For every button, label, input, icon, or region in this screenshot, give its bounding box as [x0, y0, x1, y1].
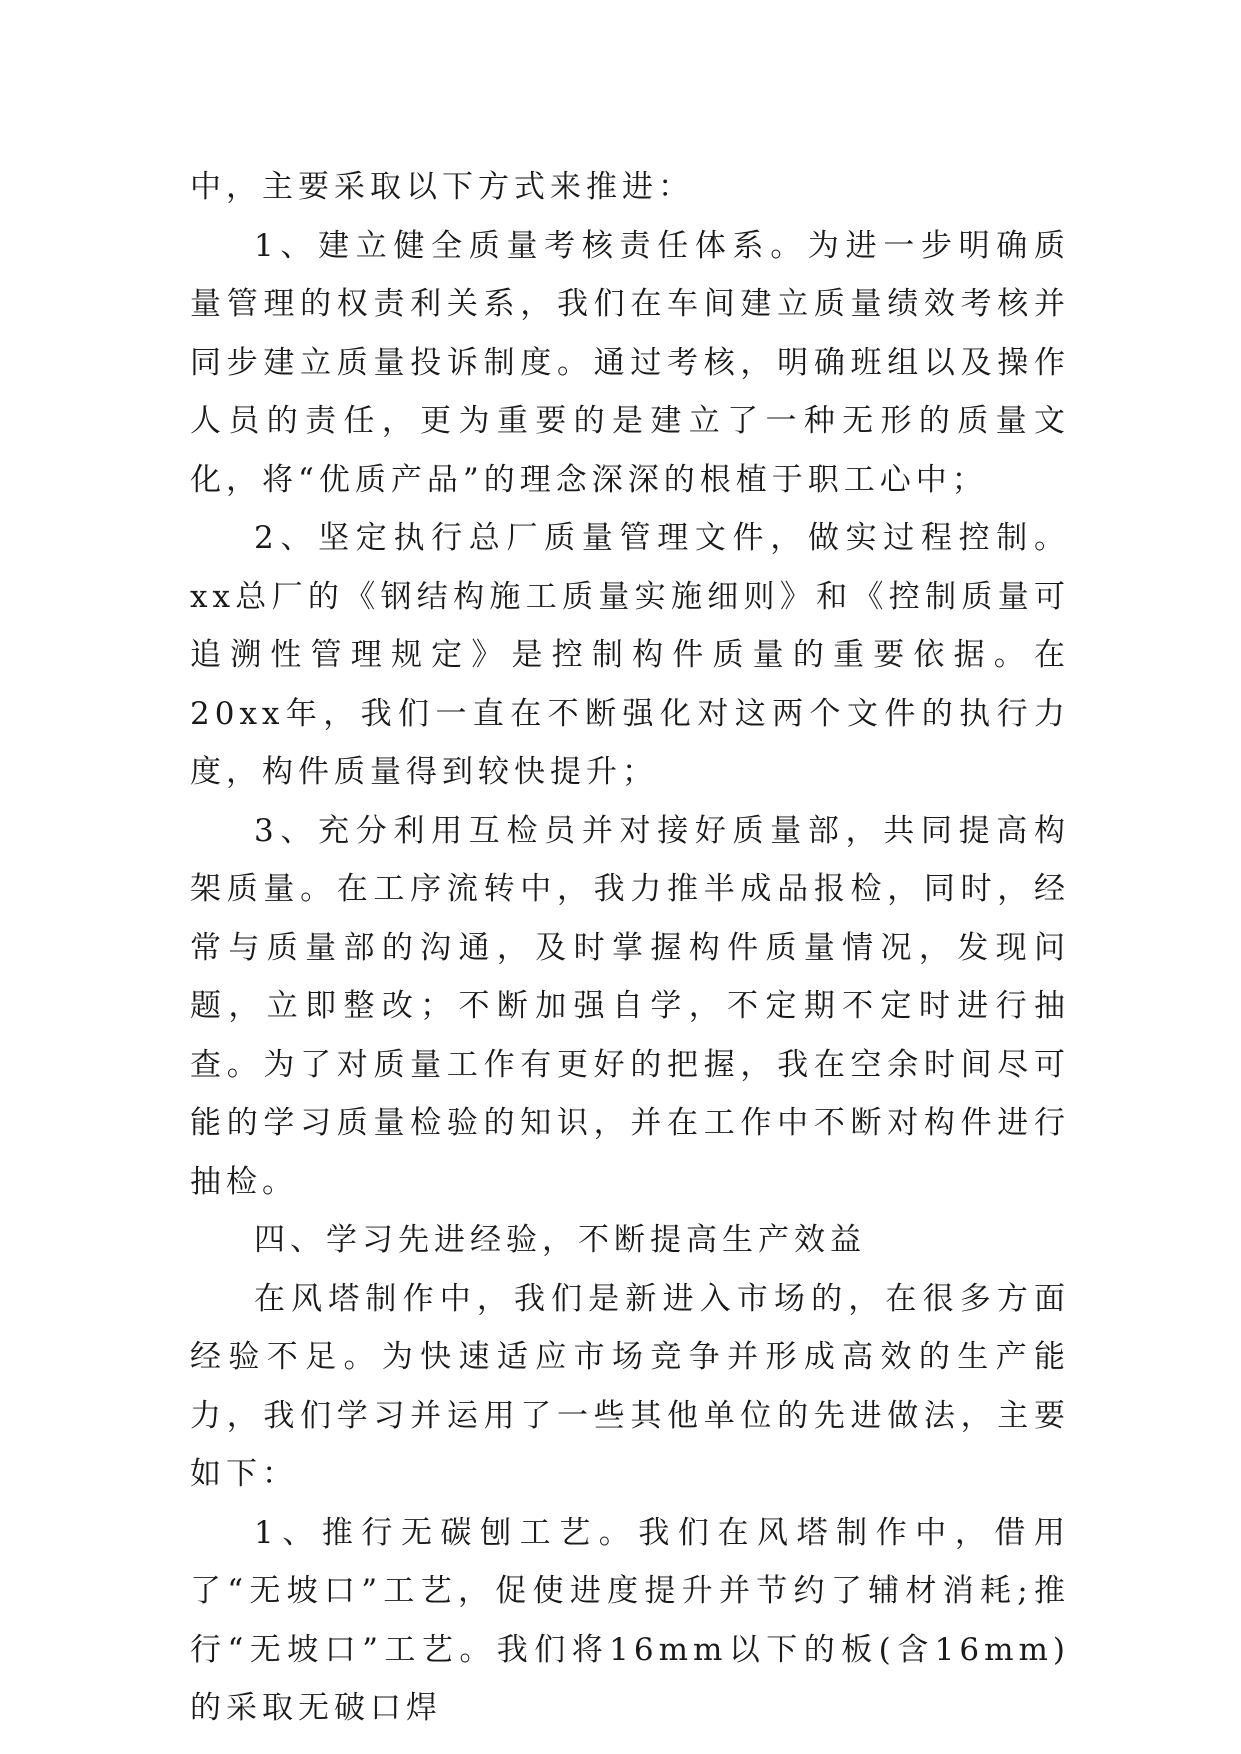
section-heading-4: 四、学习先进经验，不断提高生产效益	[254, 1222, 866, 1258]
paragraph-section-item-1: 1、推行无碳刨工艺。我们在风塔制作中，借用了“无坡口”工艺，促使进度提升并节约了辅材消耗;推行“无坡口”工艺。我们将16mm以下的板(含16mm)的采取无破口焊	[190, 1514, 1070, 1726]
paragraph-item-3: 3、充分利用互检员并对接好质量部，共同提高构架质量。在工序流转中，我力推半成品报检，同时，经常与质量部的沟通，及时掌握构件质量情况，发现问题，立即整改；不断加强自学，不定期不定时进行抽查。为了对质量工作有更好的把握，我在空余时间尽可能的学习质量检验的知识，并在工作中不断对构件进行抽检。	[190, 812, 1070, 1200]
paragraph-item-1: 1、建立健全质量考核责任体系。为进一步明确质量管理的权责利关系，我们在车间建立质量绩效考核并同步建立质量投诉制度。通过考核，明确班组以及操作人员的责任，更为重要的是建立了一种无形的质量文化，将“优质产品”的理念深深的根植于职工心中；	[190, 227, 1070, 498]
paragraph-section-intro: 在风塔制作中，我们是新进入市场的，在很多方面经验不足。为快速适应市场竞争并形成高效的生产能力，我们学习并运用了一些其他单位的先进做法，主要如下：	[190, 1280, 1070, 1492]
paragraph-continuation: 中，主要采取以下方式来推进：	[190, 169, 694, 205]
paragraph-item-2: 2、坚定执行总厂质量管理文件，做实过程控制。xx总厂的《钢结构施工质量实施细则》和《控制质量可追溯性管理规定》是控制构件质量的重要依据。在20xx年，我们一直在不断强化对这两个文件的执行力度，构件质量得到较快提升；	[190, 520, 1070, 790]
document-body	[190, 158, 1070, 1738]
